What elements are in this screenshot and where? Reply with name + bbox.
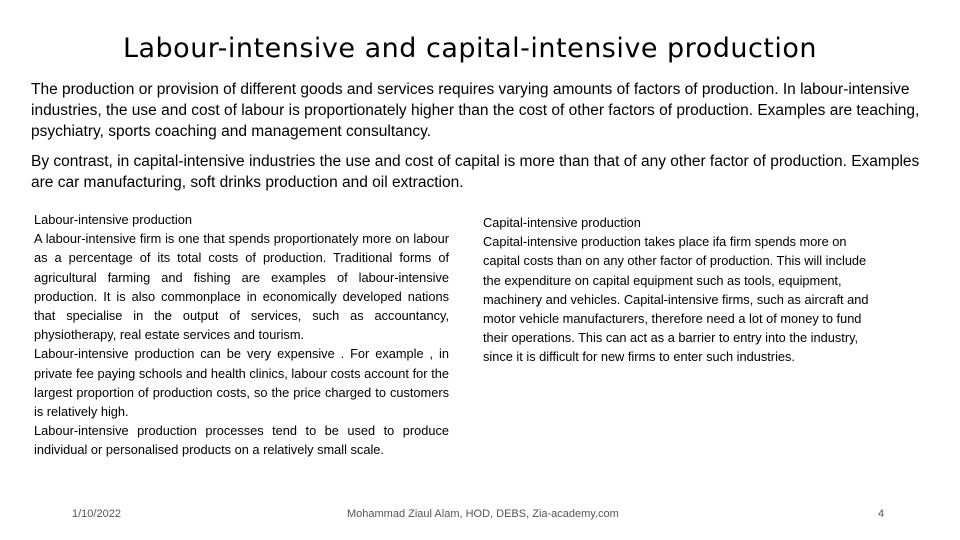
- labour-intensive-column: [34, 210, 449, 460]
- footer-date: 1/10/2022: [72, 508, 121, 520]
- capital-paragraph-1: Capital-intensive production takes place ifa firm spends more on capital costs than on any other factor of production. This will include the expenditure on capital equipment such as tools, equipment, machinery and vehicles. Capital-intensive firms, such as aircraft and motor vehicle manufacturers, therefore need a lot of money to fund their operations. This can act as a barrier to entry into the industry, since it is difficult for new firms to enter such industries.: [483, 234, 869, 365]
- footer-author: Mohammad Ziaul Alam, HOD, DEBS, Zia-academy.com: [347, 508, 619, 520]
- labour-paragraph-1: A labour-intensive firm is one that spends proportionately more on labour as a percentage of its total costs of production. Traditional forms of agricultural farming and fishing are examples of labour-intensive production. It is also commonplace in economically developed nations that specialise in the output of services, such as accountancy, physiotherapy, real estate services and tourism.: [34, 231, 449, 343]
- footer-page-number: 4: [878, 508, 885, 520]
- labour-paragraph-2: Labour-intensive production can be very expensive . For example , in private fee paying schools and health clinics, labour costs account for the largest proportion of production costs, so the price charged to customers is relatively high.: [34, 346, 449, 420]
- capital-intensive-heading: Capital-intensive production: [483, 215, 641, 230]
- slide-title: Labour-intensive and capital-intensive production: [122, 33, 818, 64]
- intro-paragraph-1: The production or provision of different goods and services requires varying amounts of factors of production. In labour-intensive industries, the use and cost of labour is proportionately higher than the cost of other factors of production. Examples are teaching, psychiatry, sports coaching and management consultancy.: [31, 81, 920, 140]
- capital-intensive-column: [483, 213, 873, 367]
- intro-paragraph-2: By contrast, in capital-intensive industries the use and cost of capital is more than that of any other factor of production. Examples are car manufacturing, soft drinks production and oil extraction.: [31, 153, 920, 191]
- labour-intensive-heading: Labour-intensive production: [34, 212, 192, 227]
- labour-paragraph-3: Labour-intensive production processes tend to be used to produce individual or personalised products on a relatively small scale.: [34, 423, 449, 458]
